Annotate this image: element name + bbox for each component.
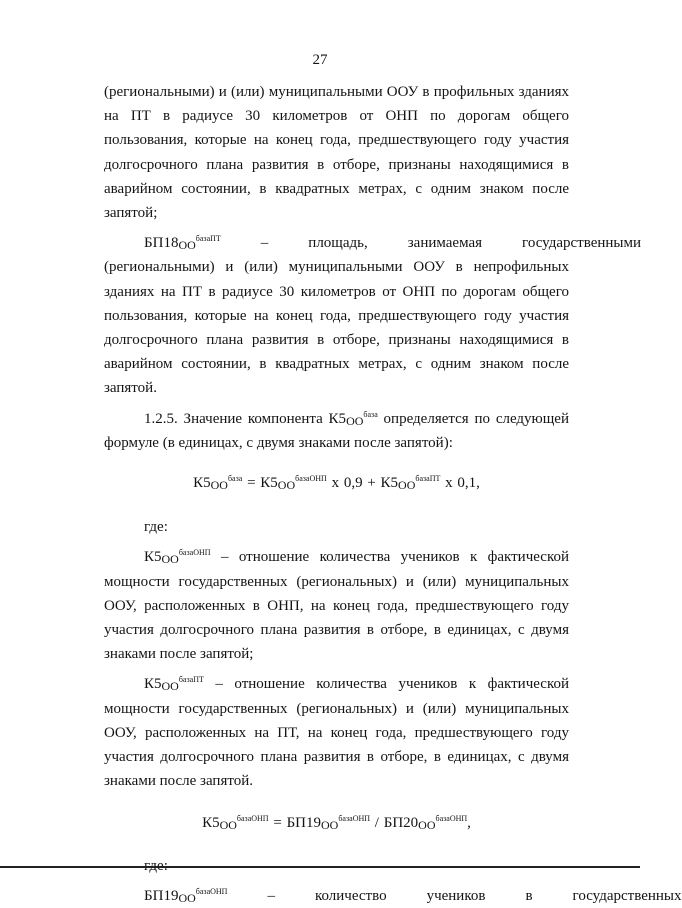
definition-term: $БП19_{ОО}^{базаОНП}$ [144, 886, 228, 905]
definition-term: $БП18_{ОО}^{базаПТ}$ [144, 234, 221, 253]
definition-k5-onp: $К5_{ОО}^{базаОНП}$ – отношение количества учеников к фактической мощности государственных (региональных) и (или) муниципальных ООУ, расположенных в ОНП, на конец года, предшествующего году участия долгосрочного плана развития в отборе, в единицах, с двумя знаками после запятой; [104, 548, 569, 663]
page-number: 27 [312, 52, 328, 68]
definition-bp18-text: (региональными) и (или) муниципальными ООУ в непрофильных зданиях на ПТ в радиусе 30 километров от ОНП по дорогам общего пользования, которые на конец года, предшествующего году участия долгосрочного плана развития в отборе, признаны находящимися в аварийном состоянии, в квадратных метрах, с одним знаком после запятой. [104, 259, 569, 397]
definition-bp19-first-line: $БП19_{ОО}^{базаОНП}$ – количество учеников в государственных [104, 884, 569, 908]
definition-k5-pt: $К5_{ОО}^{базаПТ}$ – отношение количества учеников к фактической мощности государственных (региональных) и (или) муниципальных ООУ, расположенных на ПТ, на конец года, предшествующего году участия долгосрочного плана развития в отборе, в единицах, с двумя знаками после запятой. [104, 675, 569, 790]
paragraph-continuation: (региональными) и (или) муниципальными ООУ в профильных зданиях на ПТ в радиусе 30 километров от ОНП по дорогам общего пользования, которые на конец года, предшествующего году участия долгосрочного плана развития в отборе, признаны находящимися в аварийном состоянии, в квадратных метрах, с одним знаком после запятой; [104, 84, 569, 222]
definition-bp18-first-line: $БП18_{ОО}^{базаПТ}$ – площадь, занимаемая государственными [104, 231, 569, 255]
scan-edge-line [0, 866, 640, 868]
paragraph-1-2-5: 1.2.5. Значение компонента $К5_{ОО}^{база}$ определяется по следующей формуле (в единицах, с двумя знаками после запятой): [104, 409, 569, 451]
formula-k5-baza: $К5_{ОО}^{база} = К5_{ОО}^{базаОНП}$ х $0,9 + К5_{ОО}^{базаПТ}$ х 0,1, [193, 474, 480, 493]
document-body [104, 80, 682, 908]
formula-k5-baza-onp: $К5_{ОО}^{базаОНП} = БП19_{ОО}^{базаОНП} / БП20_{ОО}^{базаОНП}$, [202, 814, 471, 833]
where-label: где: [144, 519, 168, 536]
